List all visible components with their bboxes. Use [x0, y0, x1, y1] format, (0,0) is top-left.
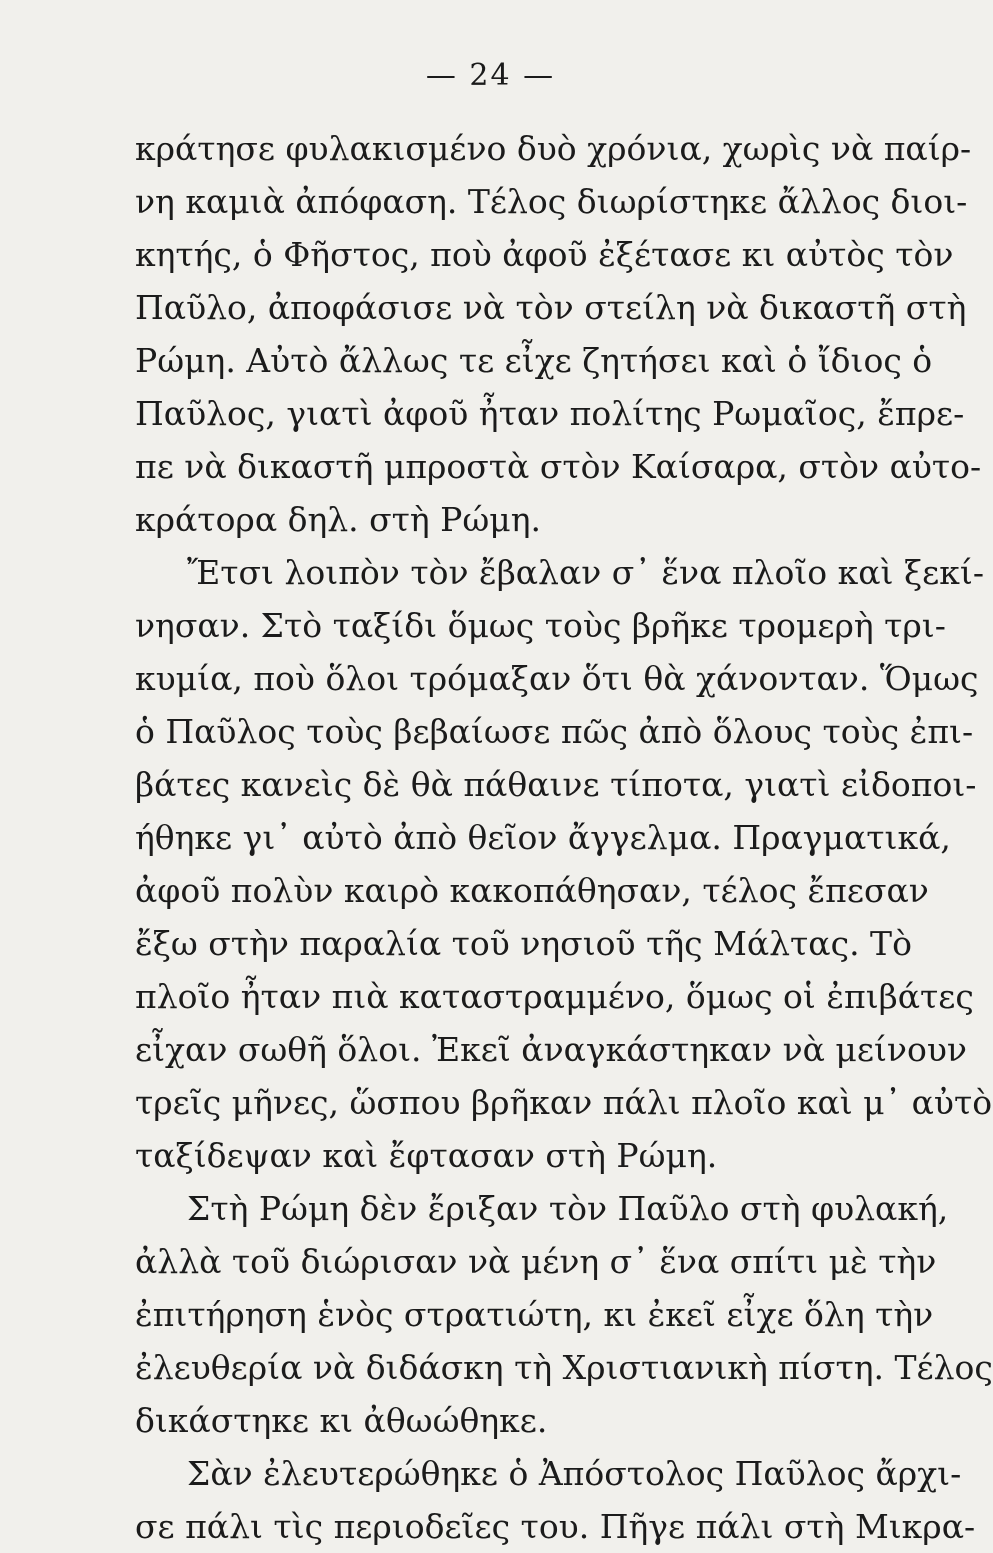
text-line: κητής, ὁ Φῆστος, ποὺ ἀφοῦ ἐξέτασε κι αὐτὸς τὸν: [135, 235, 954, 274]
text-line: Παῦλος, γιατὶ ἀφοῦ ἦταν πολίτης Ρωμαῖος, ἔπρε-: [135, 394, 965, 433]
text-line: νησαν. Στὸ ταξίδι ὅμως τοὺς βρῆκε τρομερὴ τρι-: [135, 606, 946, 645]
text-line: ἔξω στὴν παραλία τοῦ νησιοῦ τῆς Μάλτας. Τὸ: [135, 924, 912, 963]
text-line: πλοῖο ἦταν πιὰ καταστραμμένο, ὅμως οἱ ἐπιβάτες: [135, 977, 974, 1016]
text-line: βάτες κανεὶς δὲ θὰ πάθαινε τίποτα, γιατὶ εἰδοποι-: [135, 765, 977, 804]
text-line: κράτησε φυλακισμένο δυὸ χρόνια, χωρὶς νὰ παίρ-: [135, 129, 972, 168]
text-line: κυμία, ποὺ ὅλοι τρόμαξαν ὅτι θὰ χάνονταν. Ὅμως: [135, 659, 979, 698]
text-line: τρεῖς μῆνες, ὥσπου βρῆκαν πάλι πλοῖο καὶ μ᾿ αὐτὸ: [135, 1083, 993, 1122]
text-line: ἀλλὰ τοῦ διώρισαν νὰ μένη σ᾿ ἕνα σπίτι μὲ τὴν: [135, 1242, 937, 1281]
text-line: σε πάλι τὶς περιοδεῖες του. Πῆγε πάλι στὴ Μικρα-: [135, 1507, 976, 1546]
text-line: εἶχαν σωθῆ ὅλοι. Ἐκεῖ ἀναγκάστηκαν νὰ μείνουν: [135, 1030, 967, 1069]
text-line: ήθηκε γι᾿ αὐτὸ ἀπὸ θεῖον ἄγγελμα. Πραγματικά,: [135, 818, 951, 857]
text-line: Παῦλο, ἀποφάσισε νὰ τὸν στείλη νὰ δικαστῆ στὴ: [135, 288, 967, 327]
text-line: ταξίδεψαν καὶ ἔφτασαν στὴ Ρώμη.: [135, 1136, 718, 1175]
text-line: δικάστηκε κι ἀθωώθηκε.: [135, 1401, 548, 1440]
page-number: — 24 —: [425, 58, 556, 93]
text-line: Ἔτσι λοιπὸν τὸν ἔβαλαν σ᾿ ἕνα πλοῖο καὶ ξεκί-: [187, 553, 984, 592]
body-text: [135, 122, 993, 1553]
text-line: κράτορα δηλ. στὴ Ρώμη.: [135, 500, 542, 539]
text-line: Ρώμη. Αὐτὸ ἄλλως τε εἶχε ζητήσει καὶ ὁ ἴδιος ὁ: [135, 341, 933, 380]
text-line: ἐλευθερία νὰ διδάσκη τὴ Χριστιανικὴ πίστη. Τέλος: [135, 1348, 993, 1387]
text-line: ἐπιτήρηση ἑνὸς στρατιώτη, κι ἐκεῖ εἶχε ὅλη τὴν: [135, 1295, 934, 1334]
text-line: Σὰν ἐλευτερώθηκε ὁ Ἀπόστολος Παῦλος ἄρχι-: [187, 1454, 962, 1493]
text-line: ὁ Παῦλος τοὺς βεβαίωσε πῶς ἀπὸ ὅλους τοὺς ἐπι-: [135, 712, 974, 751]
text-line: πε νὰ δικαστῆ μπροστὰ στὸν Καίσαρα, στὸν αὐτο-: [135, 447, 982, 486]
text-line: νη καμιὰ ἀπόφαση. Τέλος διωρίστηκε ἄλλος διοι-: [135, 182, 968, 221]
text-line: ἀφοῦ πολὺν καιρὸ κακοπάθησαν, τέλος ἔπεσαν: [135, 871, 929, 910]
text-line: Στὴ Ρώμη δὲν ἔριξαν τὸν Παῦλο στὴ φυλακή,: [187, 1189, 949, 1228]
